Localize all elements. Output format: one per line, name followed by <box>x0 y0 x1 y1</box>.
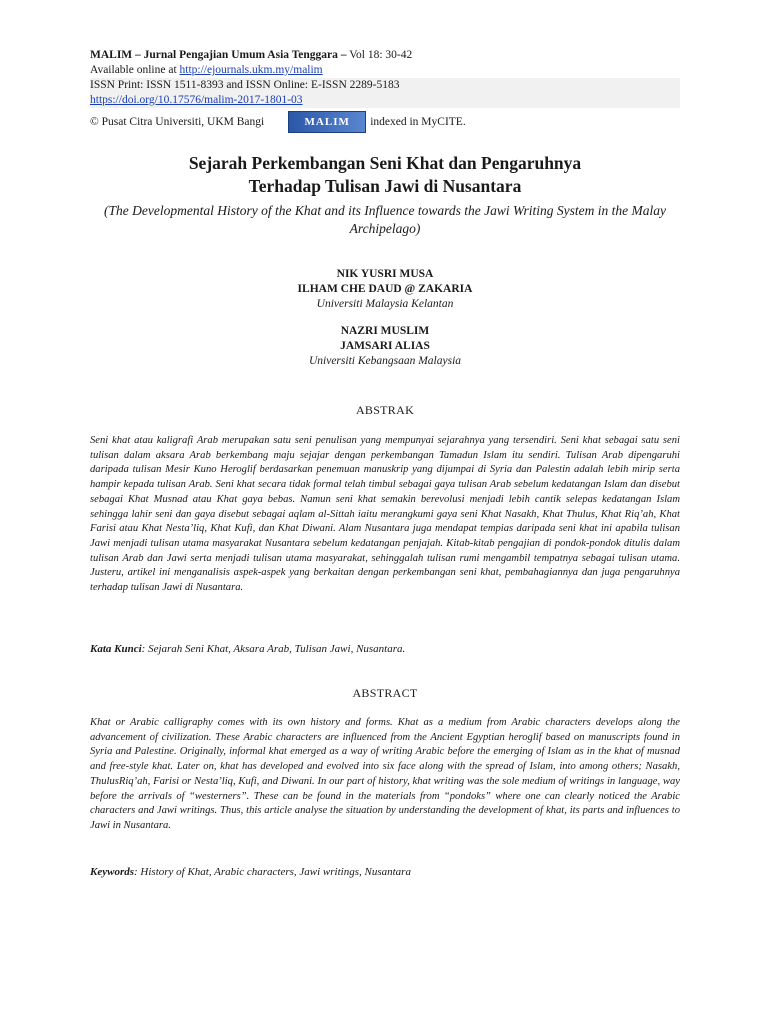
english-title: (The Developmental History of the Khat and its Influence towards the Jawi Writing System in the Malay Archipelago) <box>104 203 666 236</box>
title-line-2: Terhadap Tulisan Jawi di Nusantara <box>248 176 522 196</box>
author-group-1 <box>90 267 680 312</box>
author-name: JAMSARI ALIAS <box>340 340 430 352</box>
article-title <box>90 152 680 198</box>
journal-header <box>90 48 680 133</box>
journal-name: MALIM – Jurnal Pengajian Umum Asia Tenggara – <box>90 49 347 61</box>
abstract-body: Khat or Arabic calligraphy comes with its own history and forms. Khat as a medium from Arabic characters develops along the advancement of civilization. These Arabic characters are influenced from the Ancient Egyptian heroglif based on manuscripts found in Syria and Palestine. Originally, informal khat emerged as a way of writing Arabic before the emerging of Islam as in the khat of musnad and free-style khat. Later on, khat has developed and evolved into six face along with the spread of Islam, into among others; Nasakh, ThulusRiq’ah, Farisi or Nesta’liq, Kufi, and Diwani. In our part of history, khat writing was the sole medium of writings in language, way before the arrivals of “westerners”. These can be found in the materials from “pondoks” where one can clearly noticed the Arabic characters and Jawi writings. Thus, this article analyse the situation by understanding the development of khat, its parts and influences to Jawi in Nusantara. <box>90 717 680 831</box>
issn-line: ISSN Print: ISSN 1511-8393 and ISSN Online: E-ISSN 2289-5183 <box>90 78 680 93</box>
author-affiliation: Universiti Malaysia Kelantan <box>316 298 454 310</box>
available-prefix: Available online at <box>90 64 180 76</box>
doi-line <box>90 93 680 108</box>
journal-url-link[interactable]: http://ejournals.ukm.my/malim <box>179 64 323 76</box>
malim-logo: MALIM <box>288 111 366 133</box>
title-line-1: Sejarah Perkembangan Seni Khat dan Pengaruhnya <box>188 153 582 173</box>
copyright-text: © Pusat Citra Universiti, UKM Bangi <box>90 115 265 128</box>
abstrak-heading: ABSTRAK <box>355 403 415 417</box>
author-affiliation: Universiti Kebangsaan Malaysia <box>308 355 462 367</box>
kata-kunci-line <box>90 643 680 655</box>
author-group-2 <box>90 324 680 369</box>
keywords-line <box>90 866 680 878</box>
abstrak-body: Seni khat atau kaligrafi Arab merupakan satu seni penulisan yang mempunyai sejarahnya yang tersendiri. Seni khat sebagai satu seni tulisan dalam aksara Arab berkembang maju sejajar dengan perkembangan Tamadun Islam itu sendiri. Tulisan Arab dipengaruhi daripada tulisan Mesir Kuno Heroglif berdasarkan penemuan manuskrip yang dijumpai di Syria dan Palestin adalah lebih mirip serta hampir kepada tulisan Arab. Seni khat secara tidak formal telah timbul sebagai gaya tulisan Arab sebelum kedatangan Islam dan disebut sebagai Khat Musnad atau Khat gaya bebas. Namun seni khat semakin berevolusi menjadi lebih cantik selepas kedatangan Islam sehingga lahir seni dan gaya disebut sebagai aqlam al-Sittah iaitu merangkumi gaya seni Khat Nasakh, Khat Thulus, Khat Riq’ah, Khat Farisi atau Khat Nesta’liq, Khat Kufi, dan Khat Diwani. Alam Nusantara juga mendapat tempias daripada seni khat ini apabila tulisan Jawi menjadi tulisan utama masyarakat Nusantara sebelum kedatangan penjajah. Kitab-kitab pengajian di pondok-pondok ditulis dalam tulisan Arab dan Jawi serta menjadi tulisan utama masyarakat, sehinggalah tulisan rumi mengambil tempatnya sebagai tulisan utama. Justeru, artikel ini menganalisis aspek-aspek yang berkaitan dengan perkembangan seni khat, pembahagiannya dan juga pengaruhnya terhadap tulisan Jawi di Nusantara. <box>90 435 680 594</box>
indexed-text: indexed in MyCITE. <box>370 115 466 128</box>
availability-line <box>90 63 680 78</box>
keywords-label: Keywords <box>90 866 134 878</box>
author-name: NAZRI MUSLIM <box>340 325 430 337</box>
author-name: ILHAM CHE DAUD @ ZAKARIA <box>297 283 473 295</box>
journal-line <box>90 48 680 63</box>
kata-kunci-label: Kata Kunci <box>90 643 142 655</box>
article-title-block <box>90 152 680 238</box>
author-name: NIK YUSRI MUSA <box>336 268 434 280</box>
authors-block <box>90 267 680 369</box>
copyright-line <box>90 111 680 133</box>
kata-kunci-text: : Sejarah Seni Khat, Aksara Arab, Tulisan Jawi, Nusantara. <box>141 643 406 655</box>
doi-link[interactable]: https://doi.org/10.17576/malim-2017-1801-03 <box>90 94 303 106</box>
keywords-text: : History of Khat, Arabic characters, Jawi writings, Nusantara <box>134 866 411 878</box>
journal-volume: Vol 18: 30-42 <box>346 49 413 61</box>
abstract-heading: ABSTRACT <box>352 686 418 700</box>
